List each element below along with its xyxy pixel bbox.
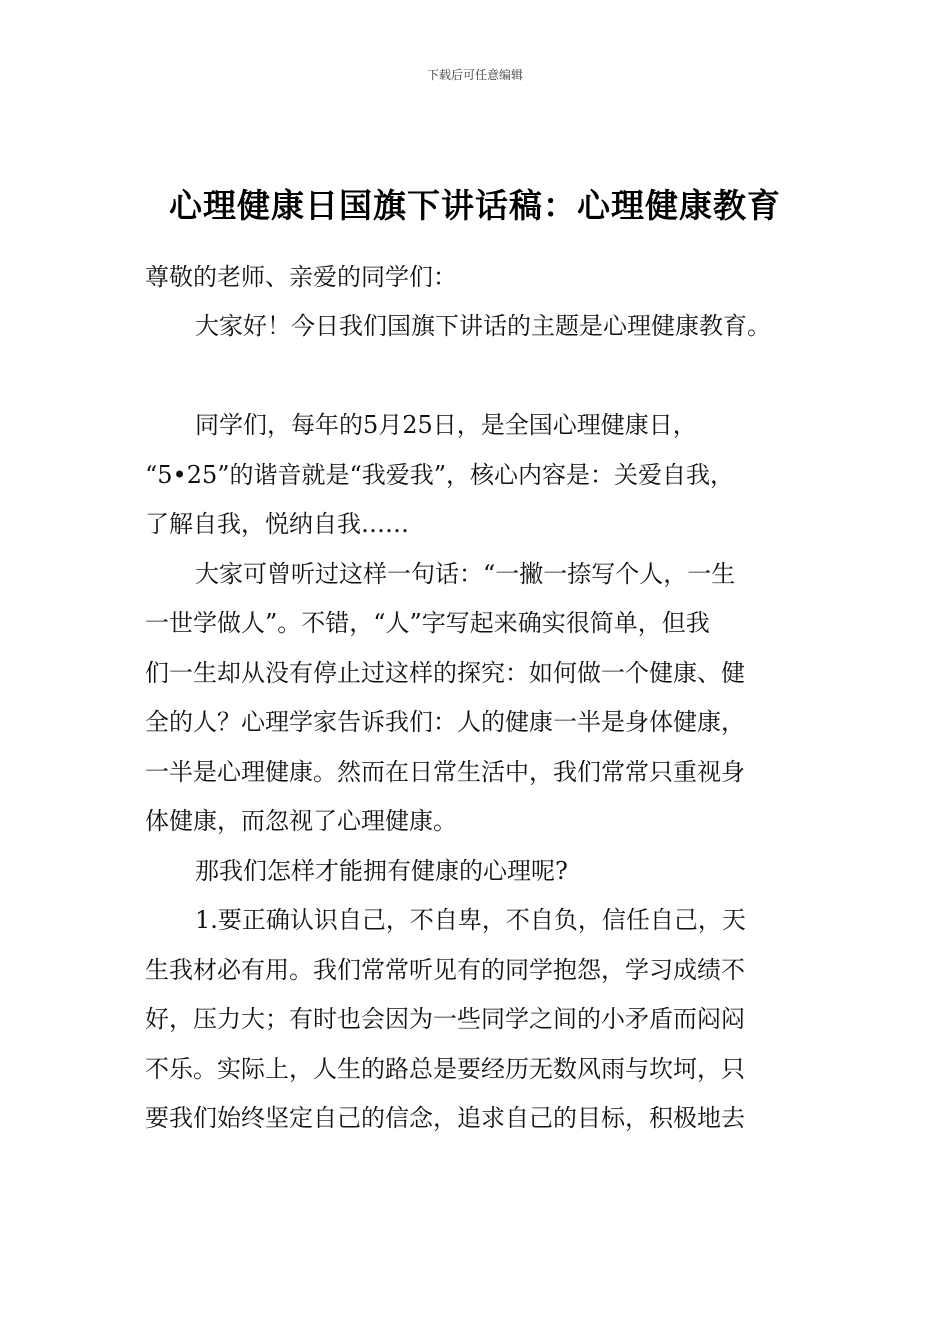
paragraph-line: 生我材必有用。我们常常听见有的同学抱怨，学习成绩不 bbox=[145, 956, 745, 984]
salutation-line: 尊敬的老师、亲爱的同学们： bbox=[145, 263, 457, 291]
paragraph-line: 同学们，每年的5月25日，是全国心理健康日， bbox=[195, 411, 697, 439]
page-header-note: 下载后可任意编辑 bbox=[426, 68, 523, 82]
paragraph-line: 不乐。实际上，人生的路总是要经历无数风雨与坎坷，只 bbox=[145, 1055, 745, 1083]
paragraph-line: 们一生却从没有停止过这样的探究：如何做一个健康、健 bbox=[145, 659, 745, 687]
paragraph-line: 一世学做人”。不错，“人”字写起来确实很简单，但我 bbox=[145, 609, 710, 637]
document-title: 心理健康日国旗下讲话稿：心理健康教育 bbox=[169, 186, 781, 225]
paragraph-line: 体健康，而忽视了心理健康。 bbox=[145, 807, 457, 835]
paragraph-line: 了解自我，悦纳自我…… bbox=[145, 510, 409, 538]
paragraph-line: “5•25”的谐音就是“我爱我”，核心内容是：关爱自我， bbox=[145, 461, 735, 489]
paragraph-line: 好，压力大；有时也会因为一些同学之间的小矛盾而闷闷 bbox=[145, 1005, 745, 1033]
paragraph-line: 那我们怎样才能拥有健康的心理呢? bbox=[195, 857, 568, 885]
paragraph-line: 一半是心理健康。然而在日常生活中，我们常常只重视身 bbox=[145, 758, 745, 786]
paragraph-line: 大家可曾听过这样一句话：“一撇一捺写个人，一生 bbox=[195, 560, 736, 588]
paragraph-line: 1.要正确认识自己，不自卑，不自负，信任自己，天 bbox=[195, 906, 746, 934]
paragraph-line: 全的人？心理学家告诉我们：人的健康一半是身体健康， bbox=[145, 708, 745, 736]
paragraph-line: 大家好！今日我们国旗下讲话的主题是心理健康教育。 bbox=[195, 312, 771, 340]
paragraph-line: 要我们始终坚定自己的信念，追求自己的目标，积极地去 bbox=[145, 1104, 745, 1132]
